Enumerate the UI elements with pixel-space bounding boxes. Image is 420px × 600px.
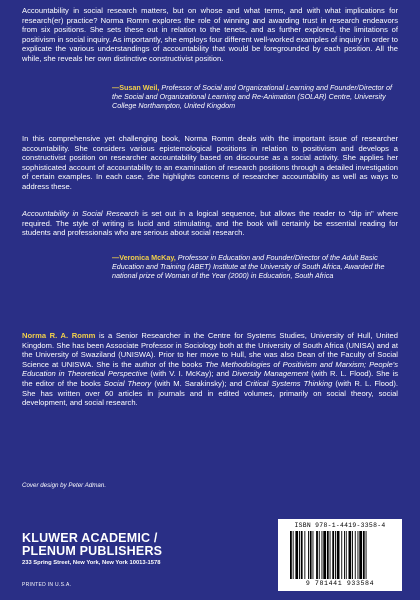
barcode-bars: [288, 531, 392, 579]
review-2-text-1: In this comprehensive yet challenging book, Norma Romm deals with the important issue of researcher accountability. She considers various epistemological positions in relation to positivism and develops a constructivist position on researcher accountability based on discourse as a social activity. She applies her sophisticated account of accountability to an examination of research positions through a detailed investigation of certain examples. In each case, she highlights concerns of researcher accountability as well as ways to address these.: [22, 134, 398, 191]
barcode-bar: [316, 531, 318, 579]
barcode-box: [278, 519, 402, 591]
reviewer-1-name: Susan Weil,: [119, 83, 160, 92]
review-1-text: Accountability in social research matters, but on whose and what terms, and with what implications for research(er) practice? Norma Romm explores the role of winning and awarding trust in research endeavors from six positions. She sets these out in relation to the tenets, and as further explored, the limitations of positivism in social inquiry. As importantly, she employs four different well-worked examples of inquiry in order to explicate the various understandings of accountability that would be foregrounded by each position. All the while, she reveals her own distinctive constructivist position.: [22, 6, 398, 63]
barcode-bar: [363, 531, 365, 579]
publisher-name: KLUWER ACADEMIC / PLENUM PUBLISHERS: [22, 531, 163, 558]
barcode-bar: [308, 531, 309, 579]
barcode-bar: [355, 531, 356, 579]
barcode-bar: [346, 531, 347, 579]
barcode-bar: [327, 531, 329, 579]
barcode-bar: [330, 531, 331, 579]
barcode-bar: [344, 531, 345, 579]
barcode-bar: [323, 531, 326, 579]
barcode-bar: [349, 531, 352, 579]
barcode-bar: [359, 531, 362, 579]
barcode-bar: [358, 531, 359, 579]
book-title-italic: Accountability in Social Research: [22, 209, 139, 218]
barcode-bar: [299, 531, 300, 579]
barcode-bar: [337, 531, 340, 579]
printed-in: PRINTED IN U.S.A.: [22, 582, 72, 588]
barcode-bar: [304, 531, 305, 579]
publisher-address: 233 Spring Street, New York, New York 10013-1578: [22, 560, 161, 566]
barcode-bar: [322, 531, 323, 579]
author-bio: Norma R. A. Romm is a Senior Researcher in the Centre for Systems Studies, University of Hull, United Kingdom. She has been Associate Professor in Sociology both at the University of South Africa (UNISA) and at the University of Swaziland (UNISWA). Prior to her move to Hull, she was also Dean of the Faculty of Social Science at UNISWA. She is the author of the books The Methodologies of Positivism and Marxism; People's Education in Theoretical Perspective (with V. I. McKay); and Diversity Management (with R. L. Flood). She is the editor of the books Social Theory (with M. Sarakinsky); and Critical Systems Thinking (with R. L. Flood). She has written over 60 articles in journals and in edited volumes, primarily on social theory, social development, and social research.: [22, 331, 398, 408]
barcode-bar: [310, 531, 312, 579]
review-1-attribution: —Susan Weil, Professor of Social and Organizational Learning and Founder/Director of the Social and Organizational Learning and Re-Animation (SOLAR) Centre, University College Northampton, United Kingdom: [112, 83, 392, 110]
barcode-bar: [313, 531, 314, 579]
barcode-bar: [366, 531, 367, 579]
author-name: Norma R. A. Romm: [22, 331, 96, 340]
barcode-bar: [332, 531, 334, 579]
barcode-bar: [295, 531, 298, 579]
barcode-bar: [335, 531, 336, 579]
reviewer-1-affiliation: Professor of Social and Organizational Learning and Founder/Director of the Social and Organizational Learning and Re-Animation (SOLAR) Centre, University College Northampton, United Kingdom: [112, 83, 392, 110]
barcode-bar: [352, 531, 353, 579]
barcode-number: 9 781441 933584: [305, 580, 375, 587]
barcode-bar: [301, 531, 303, 579]
barcode-bar: [290, 531, 292, 579]
review-2-attribution: —Veronica McKay, Professor in Education and Founder/Director of the Adult Basic Education and Training (ABET) Institute at the University of South Africa, Awarded the national prize of Woman of the Year (2000) in Education, South Africa: [112, 253, 385, 280]
cover-design-credit: Cover design by Peter Adman.: [22, 482, 107, 489]
review-2-text-2: Accountability in Social Research is set out in a logical sequence, but allows the reader to "dip in" where required. The style of writing is lucid and stimulating, and the book will certainly be essential reading for students and professionals who are serious about social research.: [22, 209, 399, 238]
reviewer-2-affiliation: Professor in Education and Founder/Director of the Adult Basic Education and Training (ABET) Institute at the University of South Africa, Awarded the national prize of Woman of the Year (2000) in Education, South Africa: [112, 253, 385, 280]
barcode-bar: [319, 531, 320, 579]
barcode-bar: [293, 531, 294, 579]
reviewer-2-name: Veronica McKay,: [119, 253, 176, 262]
isbn-text: ISBN 978-1-4419-3358-4: [294, 522, 386, 529]
barcode-bar: [341, 531, 342, 579]
